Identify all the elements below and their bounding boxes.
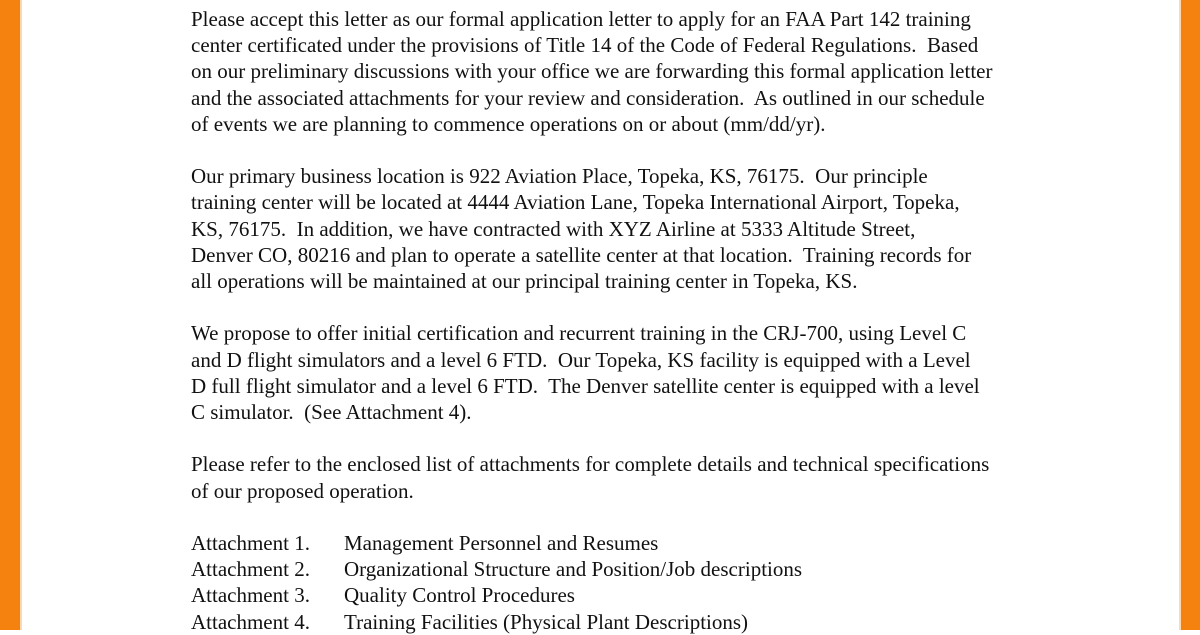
text-line: on our preliminary discussions with your office we are forwarding this formal application letter <box>191 59 993 84</box>
text-line: and the associated attachments for your review and consideration. As outlined in our schedule <box>191 85 985 110</box>
right-border-highlight <box>1179 0 1181 630</box>
paragraph-training-offer <box>191 320 1031 425</box>
text-line: training center will be located at 4444 Aviation Lane, Topeka International Airport, Topeka, <box>191 190 960 215</box>
text-line: Denver CO, 80216 and plan to operate a satellite center at that location. Training records for <box>191 242 972 267</box>
paragraph-attachments-reference <box>191 451 1031 503</box>
right-orange-border <box>1181 0 1200 630</box>
paragraph-locations <box>191 163 1031 294</box>
text-line: C simulator. (See Attachment 4). <box>191 400 472 425</box>
text-line: all operations will be maintained at our principal training center in Topeka, KS. <box>191 269 858 294</box>
attachment-title: Management Personnel and Resumes <box>344 531 659 555</box>
text-line: of events we are planning to commence operations on or about (mm/dd/yr). <box>191 111 826 136</box>
text-line: and D flight simulators and a level 6 FTD. Our Topeka, KS facility is equipped with a Level <box>191 347 971 372</box>
letter-body <box>191 6 1031 635</box>
text-line: of our proposed operation. <box>191 478 414 503</box>
attachment-item <box>191 582 1031 608</box>
attachment-label: Attachment 4. <box>191 609 310 634</box>
text-line: KS, 76175. In addition, we have contracted with XYZ Airline at 5333 Altitude Street, <box>191 216 916 241</box>
attachment-label: Attachment 1. <box>191 531 310 555</box>
attachment-label: Attachment 2. <box>191 557 310 582</box>
text-line: Our primary business location is 922 Aviation Place, Topeka, KS, 76175. Our principle <box>191 164 928 189</box>
attachment-item <box>191 609 1031 635</box>
attachment-title: Organizational Structure and Position/Job descriptions <box>344 557 803 582</box>
text-line: Please accept this letter as our formal application letter to apply for an FAA Part 142 training <box>191 7 971 31</box>
attachment-item <box>191 556 1031 582</box>
attachment-label: Attachment 3. <box>191 583 310 608</box>
attachment-item <box>191 530 1031 556</box>
text-line: center certificated under the provisions of Title 14 of the Code of Federal Regulations. Based <box>191 33 979 58</box>
attachment-title: Quality Control Procedures <box>344 583 575 608</box>
attachment-list <box>191 530 1031 635</box>
paragraph-application <box>191 6 1031 137</box>
text-line: D full flight simulator and a level 6 FTD. The Denver satellite center is equipped with a level <box>191 373 980 398</box>
attachment-title: Training Facilities (Physical Plant Descriptions) <box>344 609 749 634</box>
text-line: Please refer to the enclosed list of attachments for complete details and technical specifications <box>191 452 990 477</box>
text-line: We propose to offer initial certification and recurrent training in the CRJ-700, using Level C <box>191 321 967 346</box>
left-border-highlight <box>20 0 22 630</box>
left-orange-border <box>0 0 20 630</box>
